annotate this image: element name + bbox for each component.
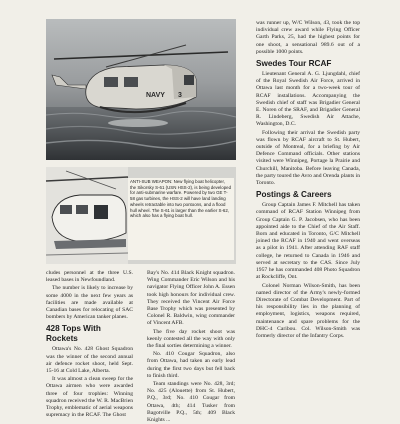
svg-text:3: 3 xyxy=(178,92,182,99)
middle-paragraph-2: The five day rocket shoot was keenly contested all the way with only the final sorties determining a winner. xyxy=(147,328,235,350)
svg-text:NAVY: NAVY xyxy=(146,92,165,99)
right-paragraph-5: Colonel Norman Wilson-Smith, has been named director of the Army's newly-formed Directorate of Combat Development. Part of his responsibility lies in the planning of employment, logistics, weapons required, maintenance and spare problems for the DHC-4 Caribou. Col. Wilson-Smith was formerly director of the Infantry Corps. xyxy=(256,282,360,339)
left-paragraph-1: The number is likely to increase by some 4000 in the next few years as facilities are made available at Canadian bases for relocating of SAC bombers by American tanker planes. xyxy=(46,285,133,321)
heading-swedes-tour: Swedes Tour RCAF xyxy=(256,59,332,69)
left-column xyxy=(46,270,133,419)
middle-paragraph-1: Bay's No. 414 Black Knight squadron. Wing Commander Eric Wilson and his navigator Flying Officer John A. Essen took high honours for individual crew. They received the Vincent Air Force Base Trophy which was presented by Colonel R. Baldwin, wing commander of Vincent AFB. xyxy=(147,270,235,327)
right-paragraph-4: Group Captain James F. Mitchell has taken command of RCAF Station Winnipeg from Group Captain G. P. Jacobsen, who has been appointed aide to the Chief of the Air Staff. Born and educated in Toronto, G/C Mitchell joined the RCAF in 1940 and went overseas as a pilot in 1941. After attending RAF staff college, he returned to Canada in 1946 and served at secretary to the CAS. Since July 1957 he has commanded 408 Photo Squadron at Rockcliffe, Ont. xyxy=(256,202,360,281)
middle-paragraph-3: No. 410 Cougar Squadron, also from Ottawa, had taken an early lead during the first two days but fell back to finish third. xyxy=(147,351,235,379)
heading-428-tops: 428 Tops With Rockets xyxy=(46,324,101,344)
right-paragraph-2: Lieutenant General A. G. Ljungdahl, chief of the Royal Swedish Air Force, arrived in Ottawa last month for a two-week tour of RCAF installations. Accompanying the Swedish chief of staff was Brigadier General E. Noren of the SRAF, and Brigadier General R. Lindeberg, Swedish Air Attache, Washington, D.C. xyxy=(256,71,360,128)
photo-caption xyxy=(128,178,234,260)
helicopter-photo-art xyxy=(46,19,236,160)
right-column xyxy=(256,20,360,400)
middle-paragraph-4: Team standings were No. 428, 3rd; No. 425 (Alouette) from St. Hubert, P.Q., 3rd; No. 410 Cougar from Ottawa, 4th; 414 Tusker from Bagotville P.Q., 5th; 409 Black Knights ... xyxy=(147,381,235,424)
right-paragraph-1: was runner up, W/C Wilson, 43, took the top individual crew award while Flying Officer Garth Parks, 25, had the highest points for one shoot, a sensational 989.6 out of a possible 1000 points. xyxy=(256,20,360,55)
left-intro: cludes personnel at the three U.S. leased bases in Newfoundland. xyxy=(46,270,133,284)
right-paragraph-3: Following their arrival the Swedish party was flown by RCAF aircraft to St. Hubert, outside of Montreal, for a briefing by Air Defence Command officials. Other stations visited were Winnipeg, Portage la Prairie and Churchill, Manitoba. Before leaving Canada, the party toured the Avro and Orenda plants in Toronto. xyxy=(256,129,360,187)
helicopter-photo xyxy=(46,19,236,160)
left-paragraph-2: Ottawa's No. 428 Ghost Squadron was the winner of the second annual air defence rocket shoot, held Sept. 15-16 at Cold Lake, Alberta. xyxy=(46,346,133,375)
caption-text: ANTI-SUB WEAPON: New flying boat helicopter, the Sikorsky S-61 (USN HSS-2), is being developed for anti-submarine warfare. Powered by two GE T-58 gas turbines, the HSS-2 will have land landing wheels retractable into two pontoons, and a flood hull wheel. The S-61 is larger than the earlier S-62, which also has a flying boat hull. xyxy=(130,179,232,219)
middle-column xyxy=(147,270,235,424)
heading-postings-careers: Postings & Careers xyxy=(256,190,332,200)
left-paragraph-3: It was almost a clean sweep for the Ottawa airmen who were awarded three of four trophies: Winning squadron received the W. R. MacBrien Trophy, emblematic of aerial weapons supremacy in the RCAF. The Ghost xyxy=(46,376,133,419)
